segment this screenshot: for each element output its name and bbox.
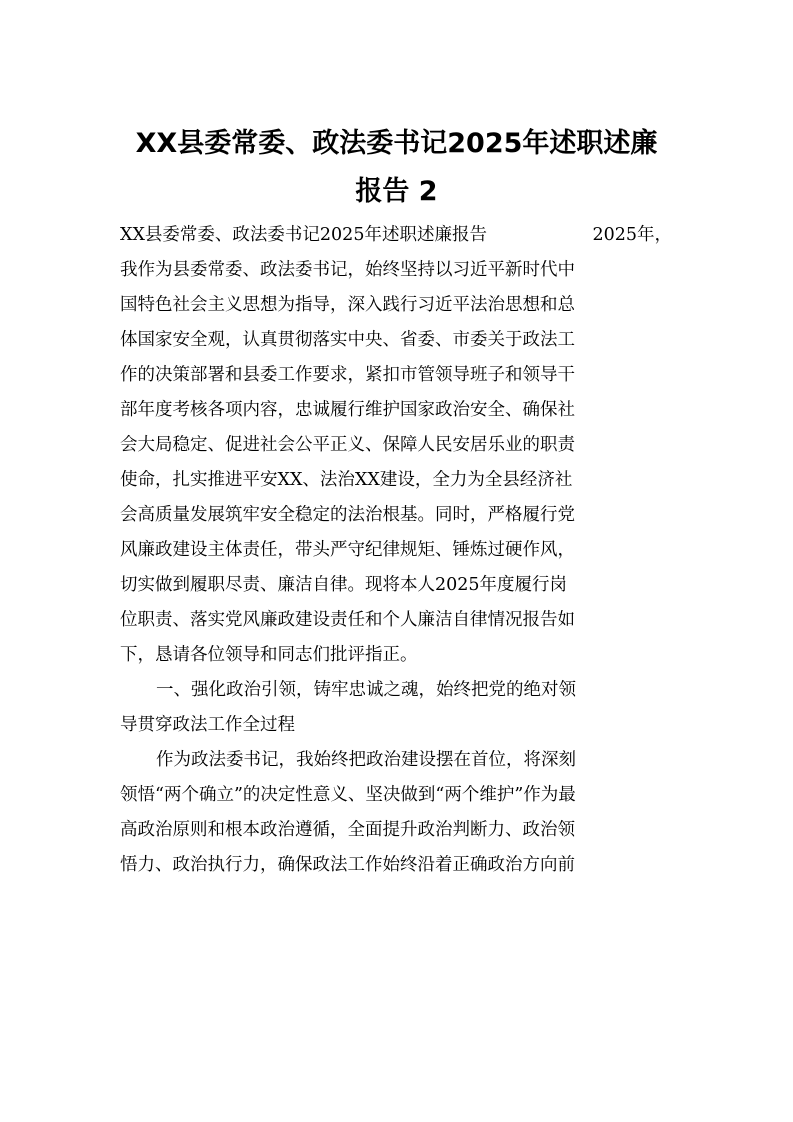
body-line: 我作为县委常委、政法委书记，始终坚持以习近平新时代中 xyxy=(120,260,575,280)
body-line: 作的决策部署和县委工作要求，紧扣市管领导班子和领导干 xyxy=(120,365,575,385)
body-line: 切实做到履职尽责、廉洁自律。现将本人2025年度履行岗 xyxy=(120,575,568,595)
body-line: 下，恳请各位领导和同志们批评指正。 xyxy=(120,645,418,665)
body-line: 会大局稳定、促进社会公平正义、保障人民安居乐业的职责 xyxy=(120,435,575,455)
body-line: 领悟“两个确立”的决定性意义、坚决做到“两个维护”作为最 xyxy=(120,785,576,805)
document-title-line-1: XX县委常委、政法委书记2025年述职述廉 xyxy=(135,128,658,159)
body-line: 悟力、政治执行力，确保政法工作始终沿着正确政治方向前 xyxy=(120,855,575,875)
section-heading-line: 一、强化政治引领，铸牢忠诚之魂，始终把党的绝对领 xyxy=(156,680,576,700)
body-line: 风廉政建设主体责任，带头严守纪律规矩、锤炼过硬作风， xyxy=(120,540,575,560)
body-line: 作为政法委书记，我始终把政治建设摆在首位，将深刻 xyxy=(156,750,576,770)
document-body xyxy=(120,218,672,883)
body-line: 使命，扎实推进平安XX、法治XX建设，全力为全县经济社 xyxy=(120,470,573,490)
body-line xyxy=(120,218,672,253)
section-heading-line: 导贯穿政法工作全过程 xyxy=(120,715,295,735)
body-line: 体国家安全观，认真贯彻落实中央、省委、市委关于政法工 xyxy=(120,330,575,350)
body-line: 会高质量发展筑牢安全稳定的法治根基。同时，严格履行党 xyxy=(120,505,575,525)
body-line: 位职责、落实党风廉政建设责任和个人廉洁自律情况报告如 xyxy=(120,610,575,630)
body-line: 高政治原则和根本政治遵循，全面提升政治判断力、政治领 xyxy=(120,820,575,840)
body-line: 部年度考核各项内容，忠诚履行维护国家政治安全、确保社 xyxy=(120,400,575,420)
body-line-text: 2025年， xyxy=(592,225,672,245)
document-title-line-2: 报告 2 xyxy=(355,176,438,207)
body-line: 国特色社会主义思想为指导，深入践行习近平法治思想和总 xyxy=(120,295,575,315)
body-line-text: XX县委常委、政法委书记2025年述职述廉报告 xyxy=(120,225,487,245)
